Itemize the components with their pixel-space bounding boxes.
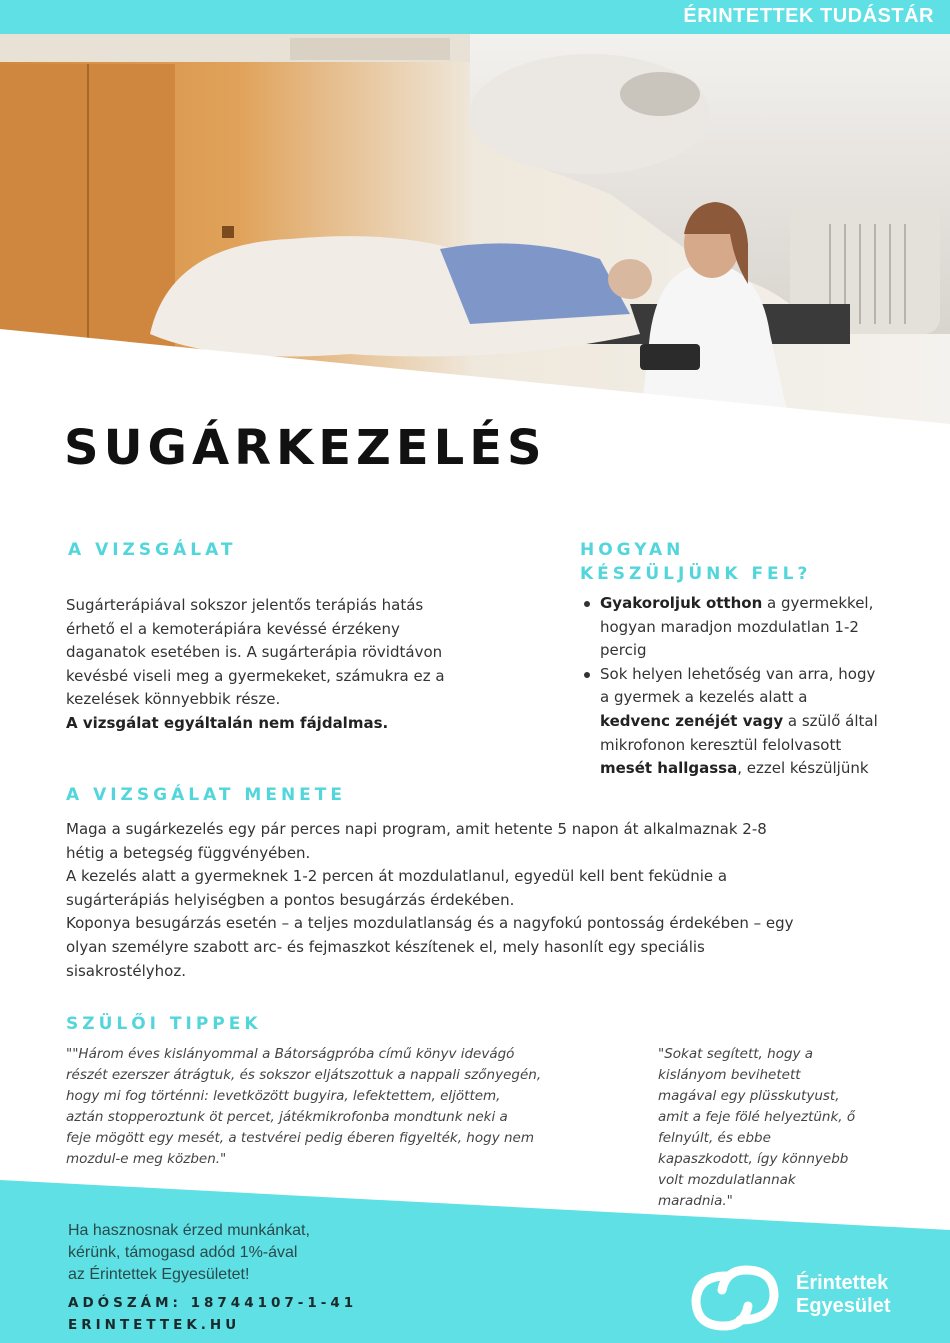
quote-line: volt mozdulatlannak [658, 1172, 796, 1188]
bold-text: kedvenc zenéjét vagy [600, 711, 784, 730]
vizsgalat-paragraph [66, 594, 536, 736]
text-line: kezelések könnyebbik része. [66, 690, 281, 709]
quote-line: hogy mi fog történni: levetközött bugyira, lefektettem, eljöttem, [66, 1088, 501, 1104]
quote-line: aztán stopperoztunk öt percet, játékmikrofonba mondtunk neki a [66, 1109, 508, 1125]
section-heading-vizsgalat: A VIZSGÁLAT [68, 540, 237, 560]
quote-line: feje mögött egy mesét, a testvérei pedig éberen figyelték, hogy nem [66, 1130, 534, 1146]
text-line: Maga a sugárkezelés egy pár perces napi program, amit hetente 5 napon át alkalmaznak 2-8 [66, 820, 767, 838]
quote-line: kislányom bevihetett [658, 1067, 801, 1083]
preparation-list [582, 592, 922, 781]
quote-line: amit a feje fölé helyeztünk, ő [658, 1109, 856, 1125]
text-line: kevésbé viseli meg a gyermekeket, számukra ez a [66, 666, 445, 685]
website-link[interactable]: ERINTETTEK.HU [68, 1317, 241, 1333]
text-line: hétig a betegség függvényében. [66, 843, 311, 862]
text-line: Sugárterápiával sokszor jelentős terápiás hatás [66, 596, 424, 614]
series-title: ÉRINTETTEK TUDÁSTÁR [683, 5, 934, 27]
tax-info [68, 1292, 357, 1336]
text-line: daganatok esetében is. A sugárterápia rövidtávon [66, 643, 443, 662]
text: a szülő által [783, 711, 878, 730]
support-line: kérünk, támogasd adód 1%-ával [68, 1244, 298, 1261]
section-heading-felkeszules [580, 538, 811, 586]
text: , ezzel készüljünk [737, 759, 869, 778]
section-heading-menete: A VIZSGÁLAT MENETE [66, 785, 347, 805]
list-item [582, 663, 922, 781]
tax-number: ADÓSZÁM: 18744107-1-41 [68, 1295, 358, 1311]
quote-line: "Sokat segített, hogy a [658, 1046, 814, 1062]
support-line: az Érintettek Egyesületet! [68, 1266, 250, 1283]
quote-line: ""Három éves kislányommal a Bátorságpróba című könyv idevágó [66, 1046, 515, 1062]
menete-paragraph [66, 818, 926, 983]
bold-text: Gyakoroljuk otthon [600, 594, 763, 612]
text: a gyermekkel, [762, 594, 874, 612]
text: hogyan maradjon mozdulatlan 1-2 [600, 617, 859, 636]
text-line: sugárterápiás helyiségben a pontos besugárzás érdekében. [66, 890, 515, 909]
text-line: sisakrostélyhoz. [66, 961, 186, 980]
quote-line: kapaszkodott, így könnyebb [658, 1151, 849, 1167]
text: a gyermek a kezelés alatt a [600, 688, 808, 707]
text: Sok helyen lehetőség van arra, hogy [600, 664, 876, 683]
support-line: Ha hasznosnak érzed munkánkat, [68, 1222, 310, 1239]
quote-line: maradnia." [658, 1193, 733, 1209]
heading-line: KÉSZÜLJÜNK FEL? [580, 564, 812, 584]
text-line: A kezelés alatt a gyermeknek 1-2 percen át mozdulatlanul, egyedül kell bent feküdnie a [66, 867, 728, 886]
organization-logo [686, 1258, 926, 1338]
logo-knot-icon [686, 1258, 786, 1338]
quote-line: magával egy plüsskutyust, [658, 1088, 840, 1104]
logo-text [796, 1272, 890, 1318]
bold-statement: A vizsgálat egyáltalán nem fájdalmas. [66, 713, 389, 732]
heading-line: HOGYAN [580, 540, 685, 560]
hero-photo [0, 34, 950, 424]
text-line: Koponya besugárzás esetén – a teljes mozdulatlanság és a nagyfokú pontosság érdekében – egy [66, 914, 794, 933]
bold-text: mesét hallgassa [600, 759, 738, 778]
parent-quote-left [66, 1044, 626, 1170]
text: percig [600, 641, 647, 660]
text-line: érhető el a kemoterápiára kevéssé érzékeny [66, 619, 400, 638]
section-heading-tippek: SZÜLŐI TIPPEK [66, 1014, 262, 1034]
page-title: SUGÁRKEZELÉS [64, 420, 547, 476]
logo-line: Érintettek [796, 1272, 889, 1294]
text: mikrofonon keresztül felolvasott [600, 735, 842, 754]
list-item [582, 592, 922, 663]
quote-line: mozdul-e meg közben." [66, 1151, 227, 1167]
logo-line: Egyesület [796, 1295, 891, 1317]
text-line: olyan személyre szabott arc- és fejmaszkot készítenek el, mely hasonlít egy speciális [66, 937, 705, 956]
support-message [68, 1220, 310, 1286]
quote-line: részét ezerszer átrágtuk, és sokszor eljátszottuk a nappali szőnyegén, [66, 1067, 542, 1083]
radiotherapy-illustration [0, 34, 950, 424]
top-bar [0, 0, 950, 34]
quote-line: felnyúlt, és ebbe [658, 1130, 771, 1146]
